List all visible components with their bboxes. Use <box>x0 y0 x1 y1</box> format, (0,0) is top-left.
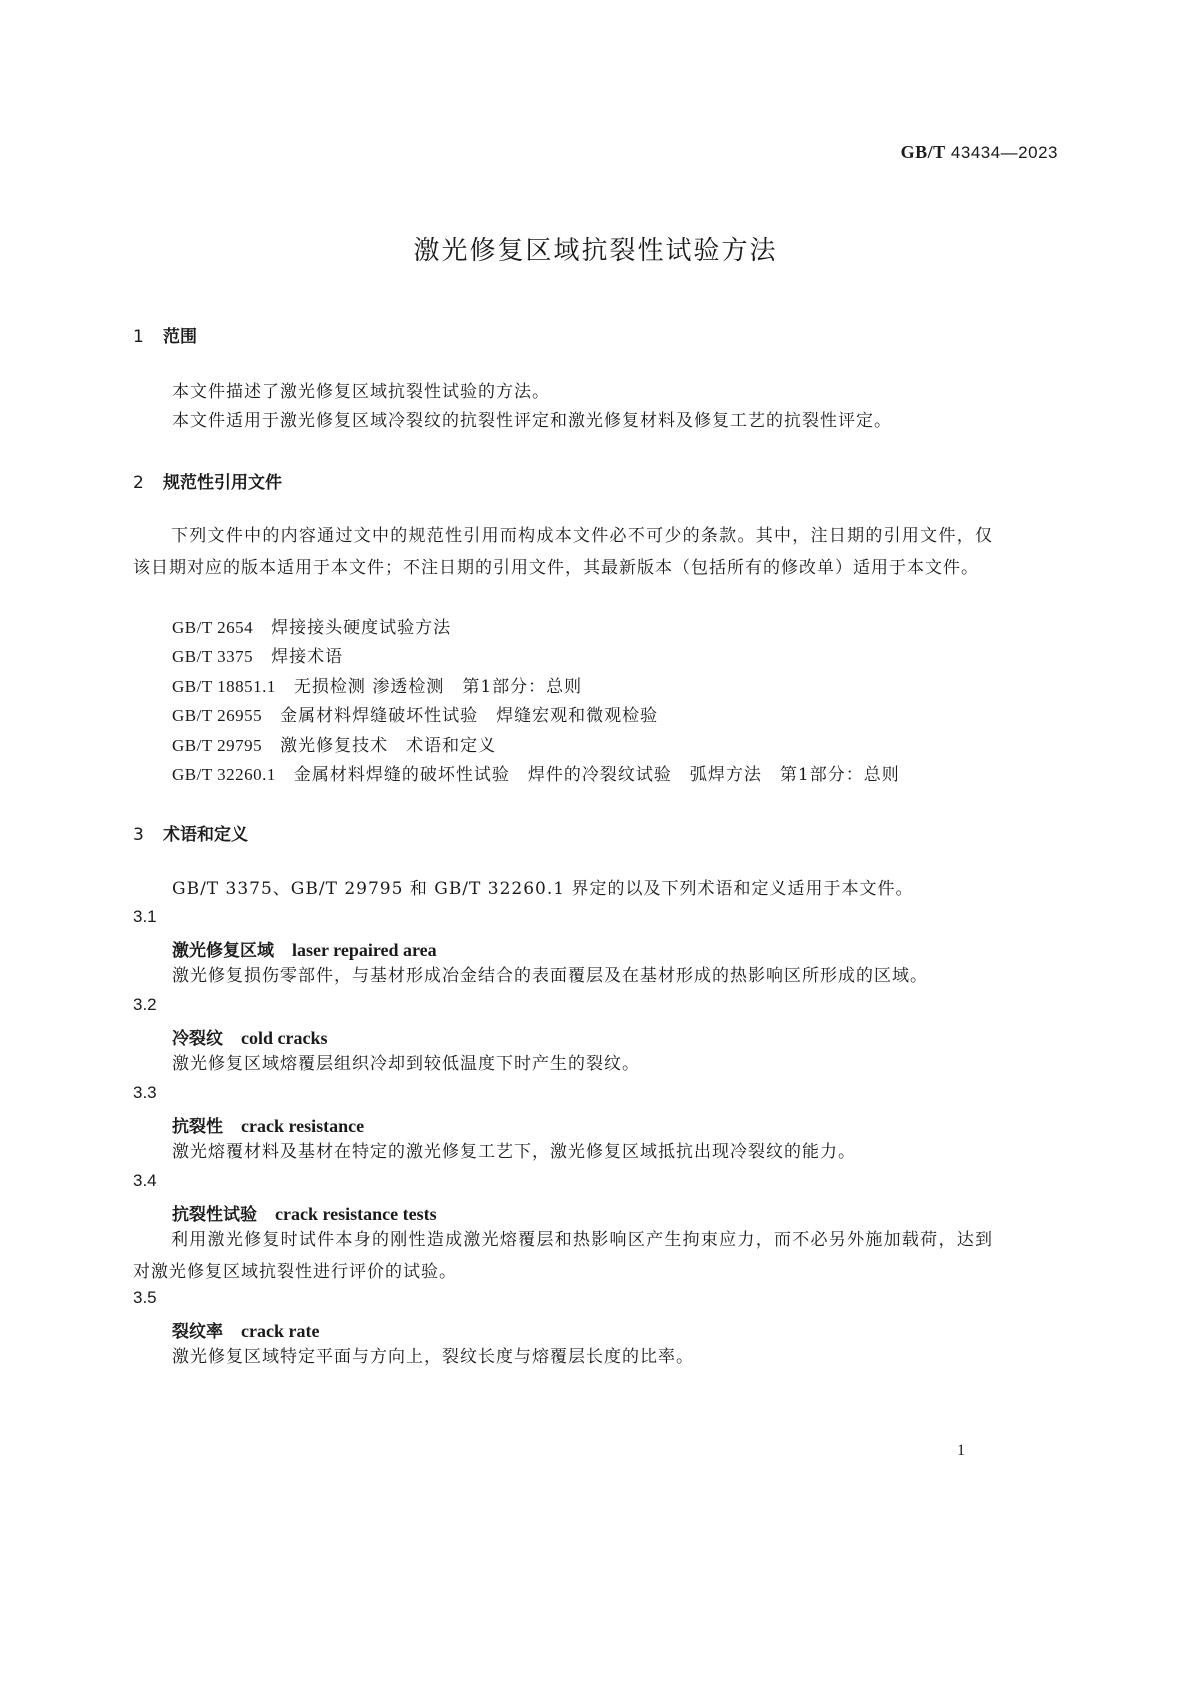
reference-code: GB/T 29795 <box>172 736 263 755</box>
reference-item <box>172 613 451 638</box>
term-name <box>172 1112 364 1137</box>
reference-item <box>172 672 582 697</box>
reference-item <box>172 642 343 667</box>
section-number: 2 <box>133 473 144 493</box>
standard-number: 43434—2023 <box>950 143 1058 162</box>
document-title: 激光修复区域抗裂性试验方法 <box>413 236 778 266</box>
term-name-en: crack resistance <box>241 1116 365 1136</box>
reference-code: GB/T 32260.1 <box>172 765 276 784</box>
term-definition: 激光修复区域特定平面与方向上，裂纹长度与熔覆层长度的比率。 <box>172 1347 694 1367</box>
term-definition: 激光熔覆材料及基材在特定的激光修复工艺下，激光修复区域抵抗出现冷裂纹的能力。 <box>172 1142 856 1162</box>
term-name <box>172 936 437 961</box>
section-title: 术语和定义 <box>163 825 248 845</box>
term-definition: 利用激光修复时试件本身的刚性造成激光熔覆层和热影响区产生拘束应力，而不必另外施加载荷，达到对激光修复区域抗裂性进行评价的试验。 <box>133 1230 993 1282</box>
term-name-en: cold cracks <box>241 1028 328 1048</box>
term-name <box>172 1317 319 1342</box>
reference-title: 金属材料焊缝的破坏性试验 焊件的冷裂纹试验 弧焊方法 第1部分：总则 <box>293 765 900 785</box>
term-definition: 激光修复损伤零部件，与基材形成冶金结合的表面覆层及在基材形成的热影响区所形成的区域。 <box>172 966 928 986</box>
refs-intro-paragraph: 下列文件中的内容通过文中的规范性引用而构成本文件必不可少的条款。其中，注日期的引用文件，仅该日期对应的版本适用于本文件；不注日期的引用文件，其最新版本（包括所有的修改单）适用于本文件。 <box>133 526 993 578</box>
page-number: 1 <box>957 1442 965 1459</box>
term-number: 3.2 <box>133 995 157 1014</box>
section-3-heading <box>133 820 248 845</box>
section-title: 范围 <box>163 327 197 347</box>
reference-title: 激光修复技术 术语和定义 <box>280 736 497 756</box>
standard-code <box>901 142 1058 163</box>
standard-prefix: GB/T <box>900 142 946 162</box>
scope-paragraph-1: 本文件描述了激光修复区域抗裂性试验的方法。 <box>172 382 550 402</box>
term-number: 3.5 <box>133 1288 157 1307</box>
section-title: 规范性引用文件 <box>163 473 282 493</box>
section-number: 1 <box>133 327 144 347</box>
reference-code: GB/T 2654 <box>172 618 254 637</box>
term-number: 3.1 <box>133 907 157 926</box>
reference-code: GB/T 26955 <box>172 706 263 725</box>
term-name-en: crack rate <box>241 1321 320 1341</box>
term-name-zh: 抗裂性 <box>172 1117 223 1137</box>
reference-item <box>172 731 496 756</box>
term-name-zh: 抗裂性试验 <box>172 1205 257 1225</box>
reference-title: 焊接术语 <box>271 647 344 667</box>
reference-item <box>172 701 658 726</box>
term-name-zh: 冷裂纹 <box>172 1029 223 1049</box>
section-2-heading <box>133 468 282 493</box>
reference-title: 金属材料焊缝破坏性试验 焊缝宏观和微观检验 <box>280 706 659 726</box>
reference-title: 无损检测 渗透检测 第1部分：总则 <box>293 677 583 697</box>
term-name-zh: 激光修复区域 <box>172 941 274 961</box>
reference-item <box>172 760 900 785</box>
term-number: 3.3 <box>133 1083 157 1102</box>
reference-code: GB/T 18851.1 <box>172 677 276 696</box>
reference-code: GB/T 3375 <box>172 647 254 666</box>
term-name <box>172 1024 327 1049</box>
reference-title: 焊接接头硬度试验方法 <box>271 618 452 638</box>
terms-intro-paragraph: GB/T 3375、GB/T 29795 和 GB/T 32260.1 界定的以及下列术语和定义适用于本文件。 <box>172 879 914 899</box>
section-1-heading <box>133 322 197 347</box>
term-name-en: crack resistance tests <box>275 1204 437 1224</box>
term-name-zh: 裂纹率 <box>172 1322 223 1342</box>
term-definition: 激光修复区域熔覆层组织冷却到较低温度下时产生的裂纹。 <box>172 1054 640 1074</box>
section-number: 3 <box>133 825 144 845</box>
term-name <box>172 1200 437 1225</box>
term-number: 3.4 <box>133 1171 157 1190</box>
term-name-en: laser repaired area <box>292 940 437 960</box>
scope-paragraph-2: 本文件适用于激光修复区域冷裂纹的抗裂性评定和激光修复材料及修复工艺的抗裂性评定。 <box>172 411 892 431</box>
